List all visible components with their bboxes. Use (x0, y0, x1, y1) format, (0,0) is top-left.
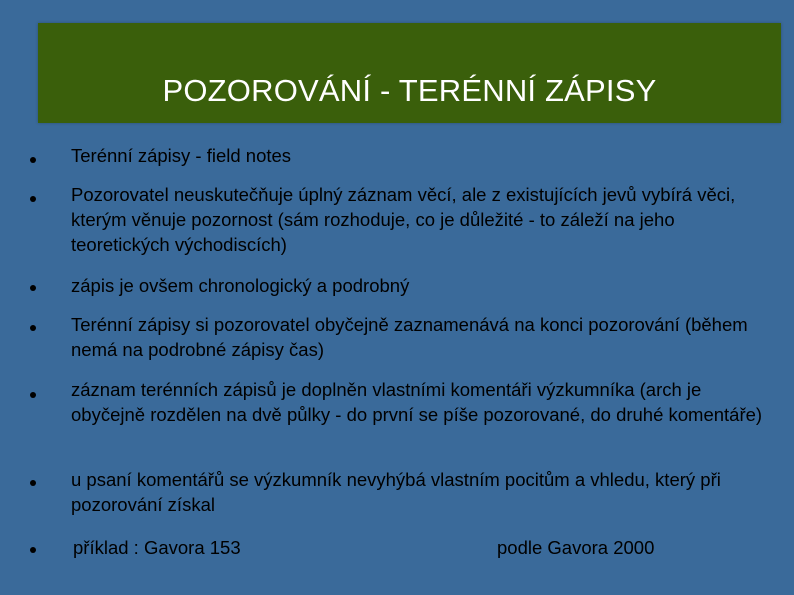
bullet-text: zápis je ovšem chronologický a podrobný (71, 275, 410, 296)
bullet-text: Terénní zápisy - field notes (71, 145, 292, 166)
bullet-dot (30, 196, 36, 202)
bullet-text: záznam terénních zápisů je doplněn vlastními komentáři výzkumníka (arch je obyčejně rozdělen na dvě půlky - do první se píše pozorované, do druhé komentáře) (71, 379, 763, 425)
bullet-dot (30, 547, 36, 553)
example-reference: příklad : Gavora 153 (73, 537, 241, 558)
slide-title: POZOROVÁNÍ - TERÉNNÍ ZÁPISY (162, 73, 657, 108)
bullet-text: Pozorovatel neuskutečňuje úplný záznam věcí, ale z existujících jevů vybírá věci, kterým věnuje pozornost (sám rozhoduje, co je důležité - to záleží na jeho teoretických východiscích) (71, 184, 736, 255)
bullet-dot (30, 480, 36, 486)
title-box (38, 23, 781, 123)
bullet-dot (30, 325, 36, 331)
bullet-text: u psaní komentářů se výzkumník nevyhýbá vlastním pocitům a vhledu, který při pozorování získal (71, 469, 721, 515)
bullet-dot (30, 157, 36, 163)
bullet-dot (30, 285, 36, 291)
source-reference: podle Gavora 2000 (497, 537, 655, 558)
bullet-text: Terénní zápisy si pozorovatel obyčejně zaznamenává na konci pozorování (během nemá na podrobné zápisy čas) (71, 314, 748, 360)
bullet-dot (30, 392, 36, 398)
